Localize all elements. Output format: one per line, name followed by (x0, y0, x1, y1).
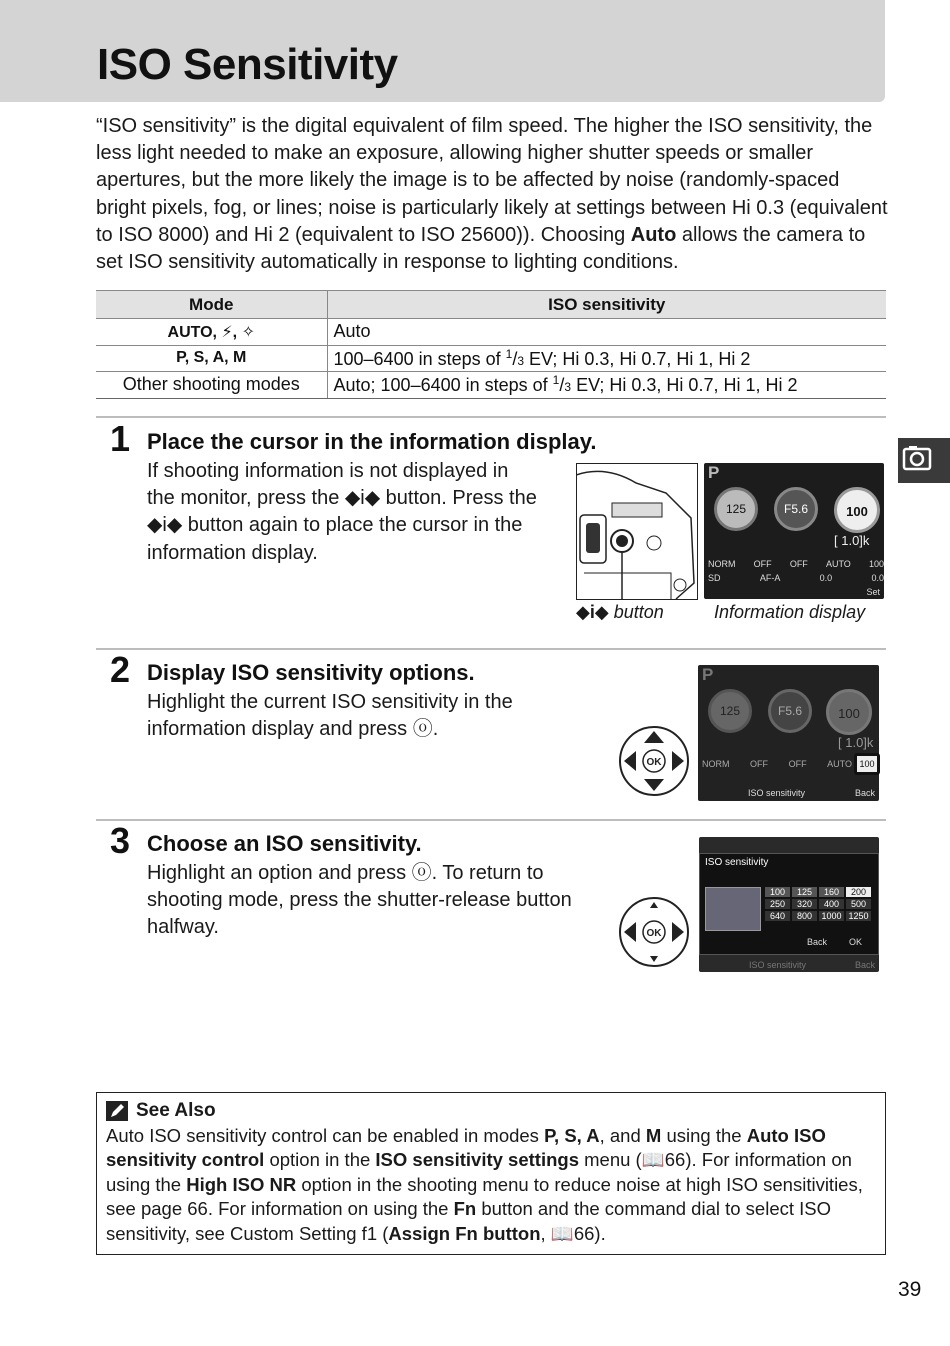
iso-highlight-box: 100 (854, 753, 880, 775)
table-cell-mode: AUTO, ⚡, ✧ (96, 319, 327, 346)
table-cell-iso: Auto; 100–6400 in steps of $^1$/3 EV; Hi 0.3, Hi 0.7, Hi 1, Hi 2 (327, 372, 886, 399)
iso-mode-table (96, 290, 886, 399)
iso-option[interactable]: 500 (846, 899, 871, 909)
iso-option[interactable]: 800 (792, 911, 817, 921)
step-body: Highlight an option and press ⓞ. To return to shooting mode, press the shutter-release button halfway. (147, 862, 572, 939)
step-body: If shooting information is not displayed in the monitor, press the ◆i◆ button. Press the ◆i◆ button again to place the cursor in the information display. (147, 460, 537, 564)
iso-option[interactable]: 400 (819, 899, 844, 909)
step-number: 2 (110, 649, 131, 690)
iso-highlight-screen: P 125 F5.6 100 [ 1.0]k NORM OFF OFF AUTO 100 ISO sensitivity Back (698, 665, 879, 801)
page-number: 39 (898, 1278, 922, 1301)
button-caption: ◆i◆ button (576, 602, 664, 622)
display-caption: Information display (714, 602, 866, 622)
photo-thumbnail (705, 887, 761, 931)
camera-illustration (576, 463, 698, 600)
intro-paragraph: “ISO sensitivity” is the digital equivalent of film speed. The higher the ISO sensitivity, the less light needed to make an exposure, allowing higher shutter speeds or smaller apertures, but the more likely the image is to be affected by noise (randomly-spaced bright pixels, fog, or lines; noise is particularly likely at settings between Hi 0.3 (equivalent to ISO 8000) and Hi 2 (equivalent to ISO 25600)). Choosing Auto allows the camera to set ISO sensitivity automatically in response to lighting conditions. (96, 115, 888, 274)
book-icon: 📖 (641, 1149, 665, 1170)
camera-section-tab (898, 438, 950, 483)
iso-option[interactable]: 1000 (819, 911, 844, 921)
iso-option[interactable]: 100 (765, 887, 790, 897)
page-title: ISO Sensitivity (97, 40, 398, 89)
table-header-mode: Mode (96, 291, 327, 319)
table-row (96, 345, 886, 372)
table-row (96, 319, 886, 346)
camera-icon (898, 438, 950, 483)
step-number: 1 (110, 418, 131, 459)
ok-label: OK (646, 757, 662, 768)
table-cell-iso: Auto (327, 319, 886, 346)
iso-option-selected[interactable]: 200 (846, 887, 871, 897)
iso-option[interactable]: 320 (792, 899, 817, 909)
see-also-text: Auto ISO sensitivity control can be enabled in modes P, S, A, and M using the Auto ISO sensitivity control option in the ISO sensitivity settings menu (📖66). For information on using the High ISO NR option in the shooting menu to reduce noise at high ISO sensitivities, see page 66. For information on using the Fn button and the command dial to select ISO sensitivity, see Custom Setting f1 (Assign Fn button, 📖66). (106, 1124, 863, 1244)
table-cell-mode: P, S, A, M (96, 345, 327, 372)
step-title: Choose an ISO sensitivity. (147, 831, 422, 856)
step-divider (96, 648, 886, 650)
see-also-box (96, 1092, 886, 1255)
iso-option[interactable]: 125 (792, 887, 817, 897)
iso-option[interactable]: 250 (765, 899, 790, 909)
information-display-screen: P 125 F5.6 100 [ 1.0]k NORM OFF OFF AUTO 100 SD AF-A 0.0 0.0 Set (704, 463, 884, 599)
iso-option[interactable]: 1250 (846, 911, 871, 921)
iso-option[interactable]: 160 (819, 887, 844, 897)
table-cell-mode: Other shooting modes (96, 372, 327, 399)
step-title: Place the cursor in the information display. (147, 429, 597, 454)
iso-options-screen: ISO sensitivity 100 125 160 200 250 320 400 500 640 800 1000 1250 Back OK ISO sensitivity Back (699, 837, 879, 972)
step-body: Highlight the current ISO sensitivity in the information display and press ⓞ. (147, 691, 513, 741)
multi-selector-illustration (618, 725, 690, 797)
step-divider (96, 819, 886, 821)
step-number: 3 (110, 820, 131, 861)
step-divider (96, 416, 886, 418)
table-row (96, 372, 886, 399)
table-header-row (96, 291, 886, 319)
iso-option[interactable]: 640 (765, 911, 790, 921)
table-header-iso: ISO sensitivity (327, 291, 886, 319)
table-cell-iso: 100–6400 in steps of $^1$/3 EV; Hi 0.3, Hi 0.7, Hi 1, Hi 2 (327, 345, 886, 372)
multi-selector-illustration (618, 896, 690, 968)
see-also-heading: See Also (106, 1099, 875, 1124)
step-title: Display ISO sensitivity options. (147, 660, 475, 685)
book-icon: 📖 (550, 1222, 574, 1244)
ok-label: OK (646, 928, 662, 939)
pencil-icon (106, 1101, 128, 1121)
